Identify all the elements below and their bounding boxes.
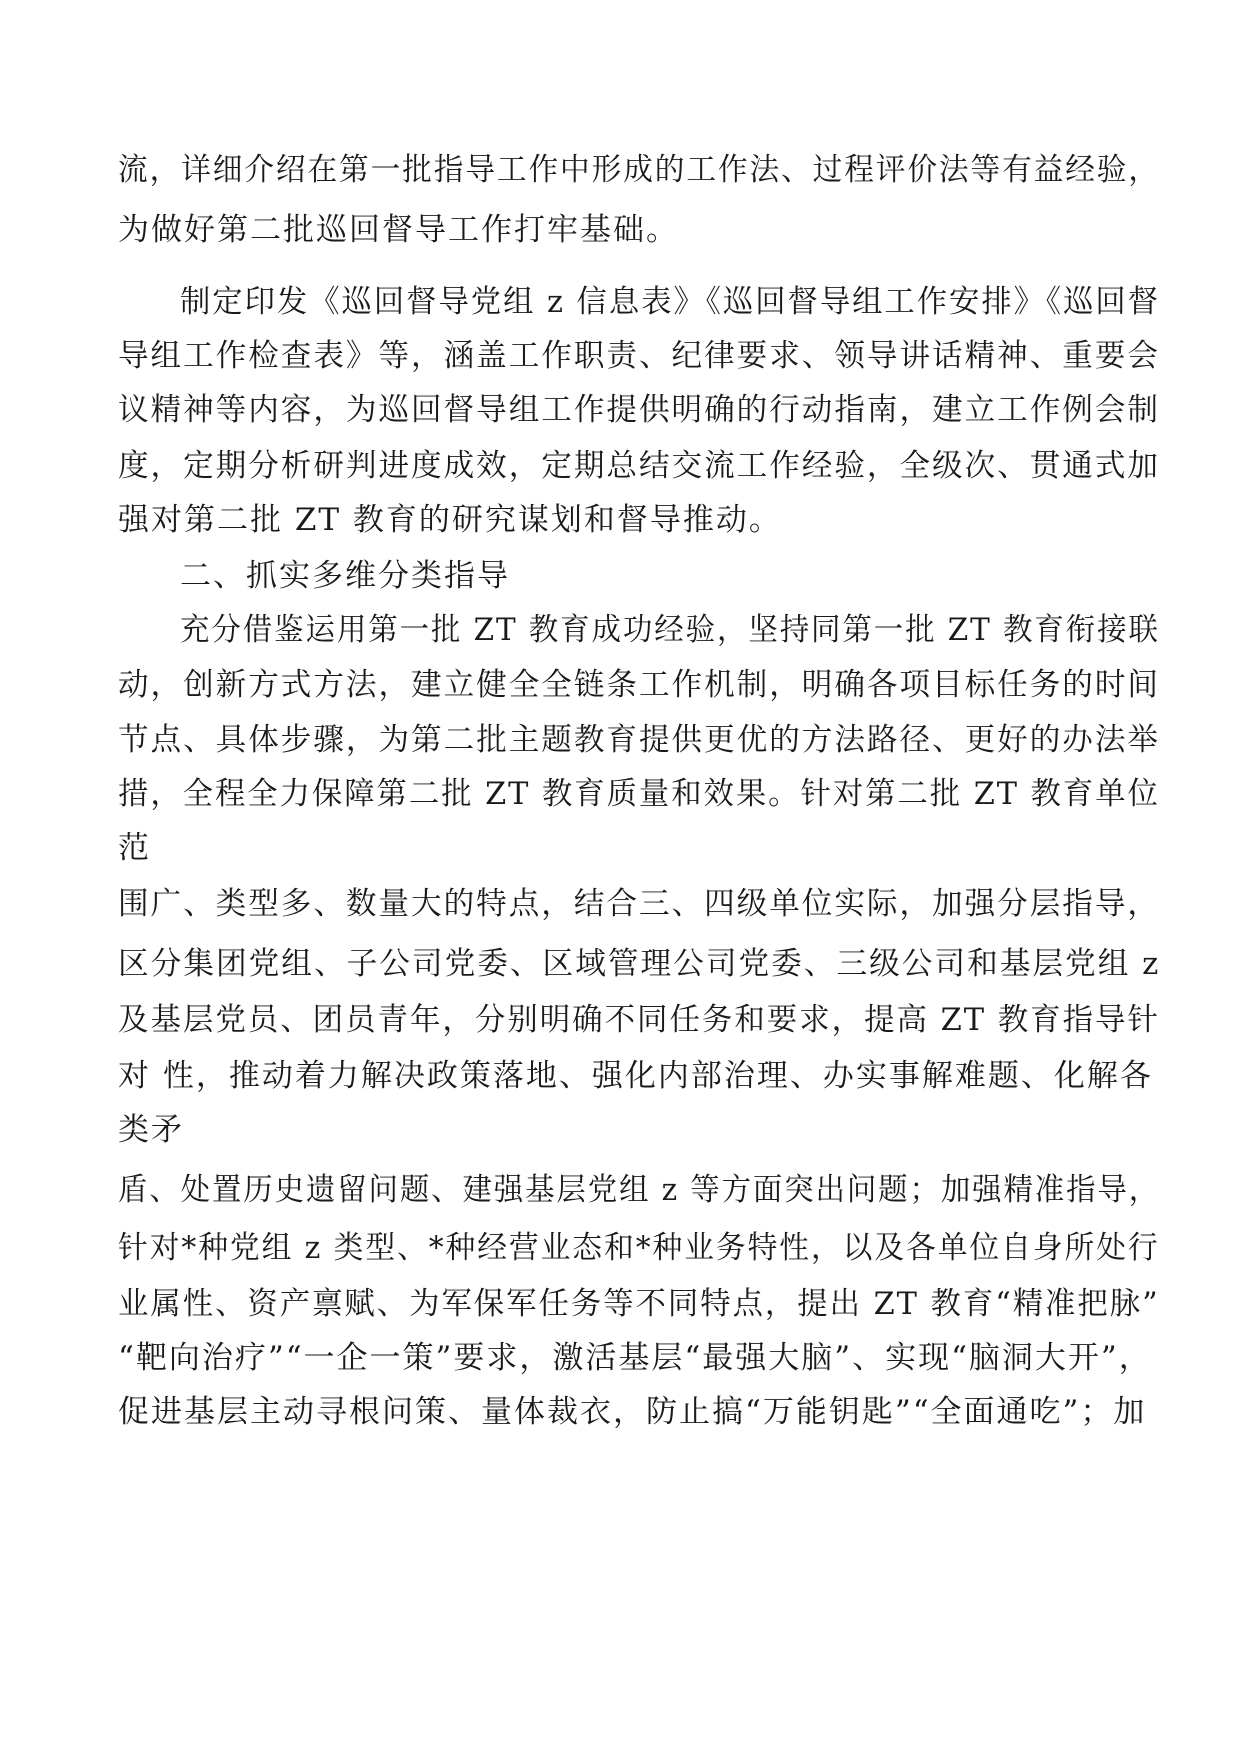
text-line-12: 措，全程全力保障第二批 ZT 教育质量和效果。针对第二批 ZT 教育单位 [118, 776, 1160, 812]
text-line-19: 盾、处置历史遗留问题、建强基层党组 z 等方面突出问题；加强精准指导， [118, 1172, 1161, 1208]
text-line-20: 针对*种党组 z 类型、*种经营业态和*种业务特性，以及各单位自身所处行 [118, 1230, 1160, 1266]
text-line-18: 类矛 [118, 1112, 184, 1148]
text-line-9: 充分借鉴运用第一批 ZT 教育成功经验，坚持同第一批 ZT 教育衔接联 [180, 612, 1160, 648]
text-line-22: “靶向治疗”“一企一策”要求，激活基层“最强大脑”、实现“脑洞大开”， [118, 1340, 1152, 1376]
text-line-16: 及基层党员、团员青年，分别明确不同任务和要求，提高 ZT 教育指导针 [118, 1002, 1160, 1038]
text-line-15: 区分集团党组、子公司党委、区域管理公司党委、三级公司和基层党组 z [118, 946, 1161, 982]
text-line-2: 为做好第二批巡回督导工作打牢基础。 [118, 212, 679, 248]
text-line-11: 节点、具体步骤，为第二批主题教育提供更优的方法路径、更好的办法举 [118, 722, 1160, 758]
text-line-3: 制定印发《巡回督导党组 z 信息表》《巡回督导组工作安排》《巡回督 [180, 284, 1161, 320]
text-line-4: 导组工作检查表》等，涵盖工作职责、纪律要求、领导讲话精神、重要会 [118, 338, 1160, 374]
section-heading: 二、抓实多维分类指导 [180, 558, 510, 594]
text-line-6: 度，定期分析研判进度成效，定期总结交流工作经验，全级次、贯通式加 [118, 448, 1160, 484]
text-line-1: 流，详细介绍在第一批指导工作中形成的工作法、过程评价法等有益经验， [118, 152, 1160, 188]
text-line-10: 动，创新方式方法，建立健全全链条工作机制，明确各项目标任务的时间 [118, 667, 1160, 703]
text-line-14: 围广、类型多、数量大的特点，结合三、四级单位实际，加强分层指导， [118, 886, 1160, 922]
text-line-21: 业属性、资产禀赋、为军保军任务等不同特点，提出 ZT 教育“精准把脉” [118, 1286, 1160, 1322]
text-line-23: 促进基层主动寻根问策、量体裁衣，防止搞“万能钥匙”“全面通吃”；加 [118, 1394, 1147, 1430]
text-line-17: 对 性，推动着力解决政策落地、强化内部治理、办实事解难题、化解各 [118, 1058, 1153, 1094]
text-line-13: 范 [118, 830, 151, 866]
text-line-7: 强对第二批 ZT 教育的研究谋划和督导推动。 [118, 502, 782, 538]
text-line-5: 议精神等内容，为巡回督导组工作提供明确的行动指南，建立工作例会制 [118, 392, 1160, 428]
